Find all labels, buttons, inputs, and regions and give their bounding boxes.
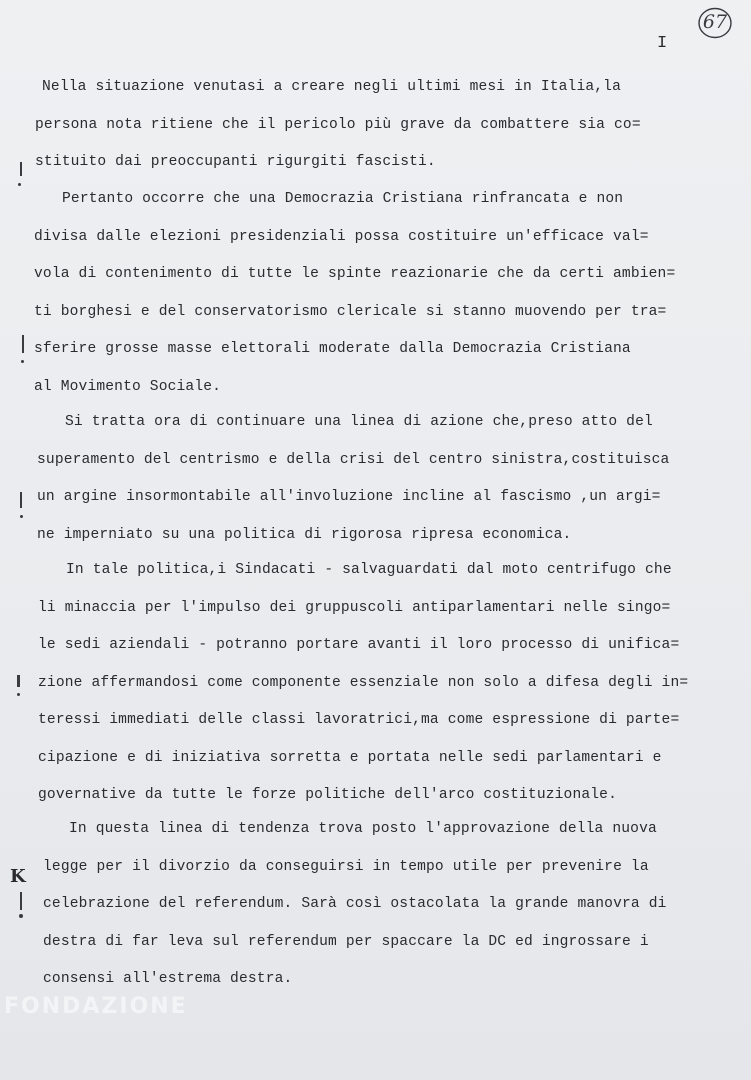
margin-mark bbox=[21, 360, 24, 363]
paragraph-4 bbox=[38, 552, 688, 815]
page-number: I bbox=[657, 34, 669, 53]
text-line: Pertanto occorre che una Democrazia Cristiana rinfrancata e non bbox=[62, 191, 624, 207]
margin-mark bbox=[20, 492, 22, 508]
folio-number: 67 bbox=[702, 11, 728, 33]
margin-mark bbox=[17, 675, 20, 687]
text-line: legge per il divorzio da conseguirsi in tempo utile per prevenire la bbox=[43, 858, 649, 875]
text-line: persona nota ritiene che il pericolo più grave da combattere sia co= bbox=[35, 116, 641, 133]
margin-mark bbox=[22, 335, 24, 353]
text-line: vola di contenimento di tutte le spinte reazionarie che da certi ambien= bbox=[34, 266, 676, 282]
text-line: teressi immediati delle classi lavoratrici,ma come espressione di parte= bbox=[38, 712, 680, 728]
text-line: li minaccia per l'impulso dei gruppuscoli antiparlamentari nelle singo= bbox=[38, 599, 671, 616]
text-line: In tale politica,i Sindacati - salvaguardati dal moto centrifugo che bbox=[66, 562, 672, 578]
text-line: ti borghesi e del conservatorismo clericale si stanno muovendo per tra= bbox=[34, 303, 667, 320]
text-line: Si tratta ora di continuare una linea di azione che,preso atto del bbox=[65, 414, 653, 430]
text-line: divisa dalle elezioni presidenziali possa costituire un'efficace val= bbox=[34, 228, 649, 245]
archive-watermark: FONDAZIONE bbox=[4, 994, 188, 1019]
paragraph-1 bbox=[35, 69, 641, 182]
margin-mark bbox=[20, 515, 23, 518]
text-line: ne imperniato su una politica di rigorosa ripresa economica. bbox=[37, 526, 572, 543]
text-line: celebrazione del referendum. Sarà così ostacolata la grande manovra di bbox=[43, 896, 667, 912]
text-line: In questa linea di tendenza trova posto l'approvazione della nuova bbox=[69, 821, 657, 837]
text-line: le sedi aziendali - potranno portare avanti il loro processo di unifica= bbox=[38, 637, 680, 653]
text-line: consensi all'estrema destra. bbox=[43, 971, 293, 987]
text-line: governative da tutte le forze politiche dell'arco costituzionale. bbox=[38, 787, 617, 803]
margin-mark bbox=[17, 693, 20, 696]
paragraph-3 bbox=[37, 404, 669, 554]
text-line: destra di far leva sul referendum per spaccare la DC ed ingrossare i bbox=[43, 933, 649, 950]
margin-mark bbox=[20, 892, 22, 910]
text-line: al Movimento Sociale. bbox=[34, 378, 222, 395]
text-line: cipazione e di iniziativa sorretta e portata nelle sedi parlamentari e bbox=[38, 749, 662, 766]
paragraph-2 bbox=[34, 181, 675, 406]
folio-stamp bbox=[697, 6, 733, 40]
text-line: Nella situazione venutasi a creare negli ultimi mesi in Italia,la bbox=[42, 79, 621, 95]
margin-mark bbox=[19, 914, 23, 918]
margin-pen-mark: K bbox=[10, 866, 26, 887]
text-line: zione affermandosi come componente essenziale non solo a difesa degli in= bbox=[38, 674, 689, 691]
margin-mark bbox=[20, 162, 22, 176]
paragraph-5 bbox=[43, 811, 667, 999]
text-line: superamento del centrismo e della crisi del centro sinistra,costituisca bbox=[37, 451, 670, 468]
margin-mark bbox=[18, 183, 21, 186]
text-line: un argine insormontabile all'involuzione incline al fascismo ,un argi= bbox=[37, 489, 661, 505]
text-line: stituito dai preoccupanti rigurgiti fascisti. bbox=[35, 154, 436, 170]
text-line: sferire grosse masse elettorali moderate dalla Democrazia Cristiana bbox=[34, 341, 631, 357]
